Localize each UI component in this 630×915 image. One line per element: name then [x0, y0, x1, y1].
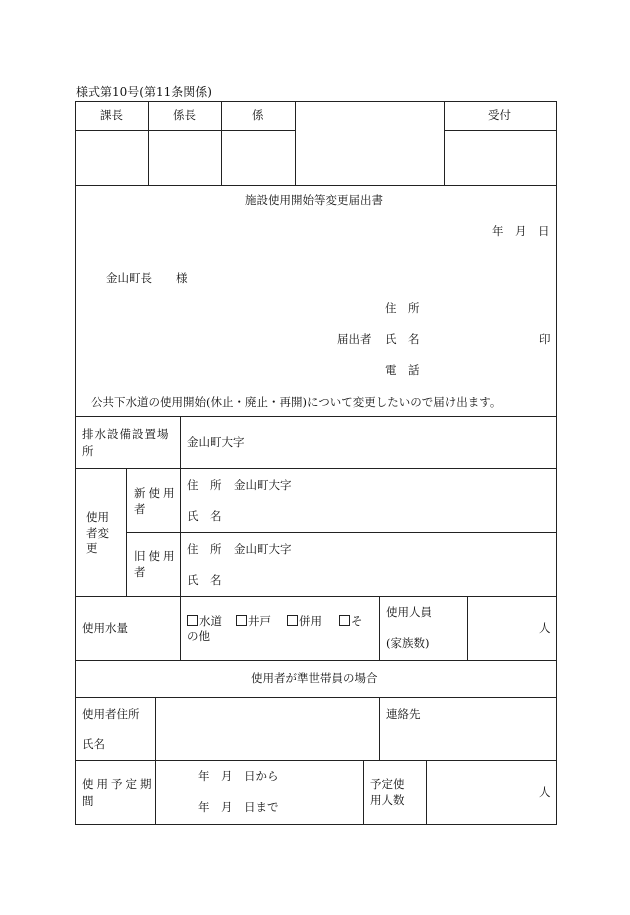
period-label-line2: 間: [82, 794, 94, 808]
kakari-stamp-box[interactable]: [222, 131, 295, 185]
planned-label-line1: 予定使: [370, 777, 405, 791]
kakaricho-label: 係長: [173, 108, 196, 122]
user-change-label-line1: 使用: [86, 510, 109, 524]
checkbox-heiyo[interactable]: [287, 615, 322, 628]
checkbox-sonota-label-line1: そ: [351, 614, 363, 628]
uketsuke-label: 受付: [488, 108, 511, 122]
contact-input[interactable]: [430, 698, 556, 760]
date-line[interactable]: 年 月 日: [492, 224, 550, 238]
period-from[interactable]: 年 月 日から: [198, 769, 279, 783]
family-label: (家族数): [386, 636, 430, 650]
checkbox-heiyo-box[interactable]: [287, 614, 299, 628]
location-label-line1: 排水設備設置場: [82, 427, 170, 441]
old-user-address-label: 住 所: [187, 542, 222, 556]
checkbox-ido-label: 井戸: [248, 614, 271, 628]
new-user-label-line2: 者: [134, 502, 146, 516]
applicant-label: 届出者: [337, 332, 372, 346]
user-change-label-line2: 者変: [86, 526, 109, 540]
new-user-name-label: 氏 名: [187, 509, 222, 523]
period-to[interactable]: 年 月 日まで: [198, 800, 279, 814]
location-value[interactable]: 金山町大字: [187, 435, 245, 449]
contact-label: 連絡先: [386, 707, 421, 721]
old-user-label-line2: 者: [134, 565, 146, 579]
checkbox-sonota[interactable]: [339, 615, 363, 628]
persons-unit: 人: [539, 621, 551, 635]
applicant-phone-label: 電 話: [385, 363, 420, 377]
honorific: 様: [176, 271, 188, 285]
old-user-label-line1: 旧使用: [134, 549, 178, 563]
kacho-label: 課長: [100, 108, 123, 122]
planned-unit: 人: [539, 785, 551, 799]
quasi-address-input[interactable]: [156, 698, 379, 760]
notice-title: 施設使用開始等変更届出書: [245, 193, 383, 207]
quasi-name-label: 氏名: [82, 737, 105, 751]
checkbox-suido[interactable]: [187, 615, 222, 628]
checkbox-suido-label: 水道: [199, 614, 222, 628]
kakaricho-stamp-box[interactable]: [149, 131, 221, 185]
old-user-name-label: 氏 名: [187, 573, 222, 587]
planned-label-line2: 用人数: [370, 793, 405, 807]
notice-statement: 公共下水道の使用開始(休止・廃止・再開)について変更したいので届け出ます。: [91, 395, 502, 409]
period-label-line1: 使用予定期: [82, 777, 155, 791]
checkbox-sonota-label-line2: の他: [187, 629, 210, 643]
addressee: 金山町長: [106, 271, 152, 285]
user-change-label-line3: 更: [86, 541, 98, 555]
checkbox-suido-box[interactable]: [187, 614, 199, 628]
new-user-label-line1: 新使用: [134, 486, 178, 500]
checkbox-ido-box[interactable]: [236, 614, 248, 628]
quasi-address-label: 使用者住所: [82, 707, 140, 721]
location-label-line2: 所: [82, 444, 94, 458]
checkbox-heiyo-label: 併用: [299, 614, 322, 628]
new-user-address-value[interactable]: 金山町大字: [234, 478, 292, 492]
checkbox-ido[interactable]: [236, 615, 271, 628]
checkbox-sonota-box[interactable]: [339, 614, 351, 628]
uketsuke-stamp-box[interactable]: [445, 131, 556, 185]
persons-label: 使用人員: [386, 605, 432, 619]
new-user-address-label: 住 所: [187, 478, 222, 492]
kacho-stamp-box[interactable]: [76, 131, 148, 185]
quasi-header: 使用者が準世帯員の場合: [251, 671, 378, 685]
water-label: 使用水量: [82, 621, 128, 635]
form-number: 様式第10号(第11条関係): [76, 85, 212, 99]
applicant-address-label: 住 所: [385, 301, 420, 315]
old-user-address-value[interactable]: 金山町大字: [234, 542, 292, 556]
applicant-name-label: 氏 名: [385, 332, 420, 346]
seal-mark: 印: [539, 332, 551, 346]
kakari-label: 係: [252, 108, 264, 122]
